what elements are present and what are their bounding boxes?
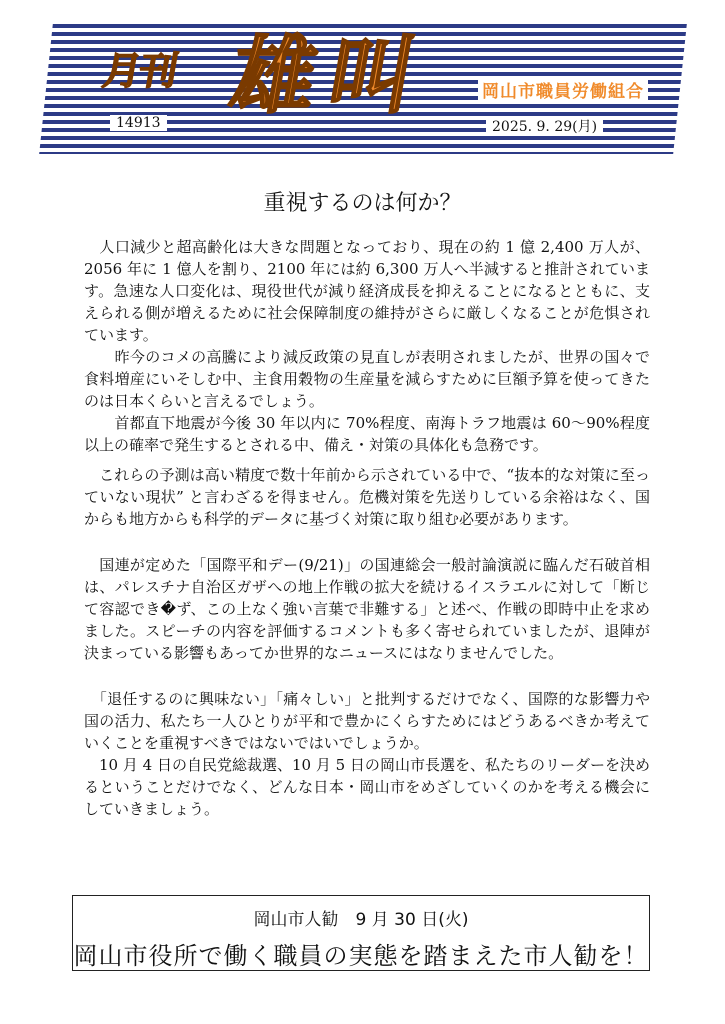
article-body	[84, 236, 650, 820]
paragraph: 人口減少と超高齢化は大きな問題となっており、現在の約 1 億 2,400 万人が、2056 年に 1 億人を割り、2100 年には約 6,300 万人へ半減すると推計されています。急速な人口変化は、現役世代が減り経済成長を抑えることになるとともに、支えられる側が増えるために社会保障制度の維持がさらに厳しくなることが危惧されています。	[84, 238, 650, 344]
paragraph: 10 月 4 日の自民党総裁選、10 月 5 日の岡山市長選を、私たちのリーダーを決めるということだけでなく、どんな日本・岡山市をめざしていくのかを考える機会にしていきましょう。	[84, 756, 650, 818]
paragraph: 首都直下地震が今後 30 年以内に 70%程度、南海トラフ地震は 60～90%程度以上の確率で発生するとされる中、備え・対策の具体化も急務です。	[84, 414, 650, 454]
paragraph: 昨今のコメの高騰により減反政策の見直しが表明されましたが、世界の国々で食料増産にいそしむ中、主食用穀物の生産量を減らすために巨額予算を使ってきたのは日本くらいと言えるでしょう。	[84, 348, 650, 410]
masthead-small-title: 月刊	[99, 49, 180, 93]
union-name: 岡山市職員労働組合	[478, 76, 648, 103]
paragraph: 国連が定めた「国際平和デー(9/21)」の国連総会一般討論演説に臨んだ石破首相は、パレスチナ自治区ガザへの地上作戦の拡大を続けるイスラエルに対して「断じて容認でき�ず、この上なく強い言葉で非難する」と述べ、作戦の即時中止を求めました。スピーチの内容を評価するコメントも多く寄せられていましたが、退陣が決まっている影響もあってか世界的なニュースにはなりませんでした。	[84, 556, 650, 662]
notice-subtitle: 岡山市人勧 9 月 30 日(火)	[253, 910, 469, 930]
paragraph: 「退任するのに興味ない」「痛々しい」と批判するだけでなく、国際的な影響力や国の活力、私たち一人ひとりが平和で豊かにくらすためにはどうあるべきか考えていくことを重視すべきではないではいでしょうか。	[84, 690, 650, 752]
notice-main-text: 岡山市役所で働く職員の実態を踏まえた市人勧を！	[73, 942, 649, 970]
notice-box	[72, 895, 650, 971]
paragraph: これらの予測は高い精度で数十年前から示されている中で、“抜本的な対策に至っていない現状” と言わざるを得ません。危機対策を先送りしている余裕はなく、国からも地方からも科学的データに基づく対策に取り組む必要があります。	[84, 466, 650, 528]
issue-date: 2025. 9. 29(月)	[486, 116, 603, 136]
issue-number: 14913	[110, 115, 167, 131]
page-title: 重視するのは何か？	[263, 191, 462, 216]
masthead-big-title: 雄叫	[223, 27, 437, 125]
